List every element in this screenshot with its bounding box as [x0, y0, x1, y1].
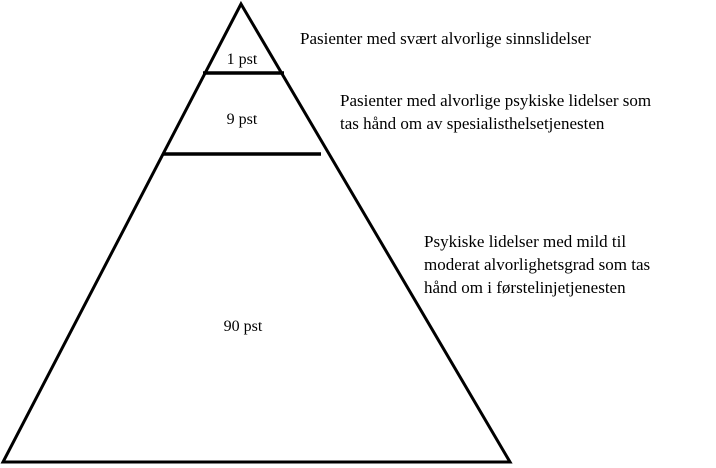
tier-label-middle: 9 pst [226, 111, 258, 128]
description-bottom-line: Psykiske lidelser med mild til [424, 232, 627, 251]
description-top [300, 27, 591, 50]
description-top-line: Pasienter med svært alvorlige sinnslidelser [300, 29, 591, 48]
tier-label-top: 1 pst [226, 51, 258, 68]
description-bottom-line: hånd om i førstelinjetjenesten [424, 278, 626, 297]
description-middle-line: tas hånd om av spesialisthelsetjenesten [340, 114, 605, 133]
tier-label-bottom: 90 pst [223, 318, 263, 335]
description-middle [340, 89, 651, 135]
description-bottom-line: moderat alvorlighetsgrad som tas [424, 255, 651, 274]
description-middle-line: Pasienter med alvorlige psykiske lidelser som [340, 91, 652, 110]
description-bottom [424, 230, 650, 299]
